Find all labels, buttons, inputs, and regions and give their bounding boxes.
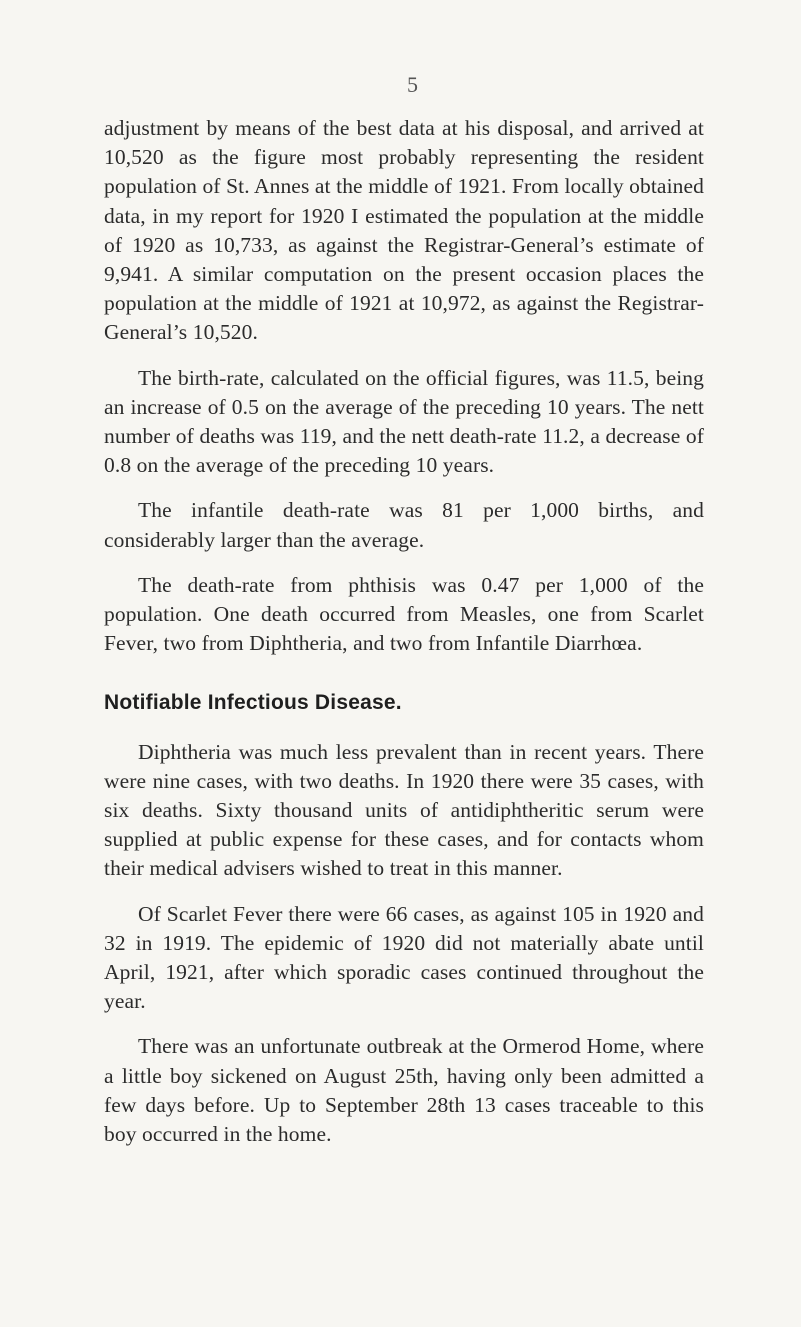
paragraph-infantile-death-rate: The infantile death-rate was 81 per 1,000 births, and considerably larger than the average. bbox=[104, 498, 704, 552]
paragraph-population-estimate: adjustment by means of the best data at his disposal, and arrived at 10,520 as the figure most probably representing the resident population of St. Annes at the middle of 1921. From locally obtained data, in my report for 1920 I estimated the population at the middle of 1920 as 10,733, as against the Registrar-General’s estimate of 9,941. A similar computation on the present occasion places the population at the middle of 1921 at 10,972, as against the Registrar-General’s 10,520. bbox=[104, 116, 704, 345]
paragraph-ormerod-home: There was an unfortunate outbreak at the Ormerod Home, where a little boy sickened on August 25th, having only been admitted a few days before. Up to September 28th 13 cases traceable to this boy occurred in the home. bbox=[104, 1034, 704, 1147]
page-number: 5 bbox=[407, 72, 418, 97]
paragraph-birth-rate: The birth-rate, calculated on the official figures, was 11.5, being an increase of 0.5 on the average of the preceding 10 years. The nett number of deaths was 119, and the nett death-rate 11.2, a decrease of 0.8 on the average of the preceding 10 years. bbox=[104, 365, 704, 478]
section-heading: Notifiable Infectious Disease. bbox=[104, 691, 402, 715]
paragraph-phthisis: The death-rate from phthisis was 0.47 per 1,000 of the population. One death occurred from Measles, one from Scarlet Fever, two from Diphtheria, and two from Infantile Diarrhœa. bbox=[104, 572, 704, 656]
paragraph-diphtheria: Diphtheria was much less prevalent than in recent years. There were nine cases, with two deaths. In 1920 there were 35 cases, with six deaths. Sixty thousand units of antidiphtheritic serum were supplied at public expense for these cases, and for contacts whom their medical advisers wished to treat in this manner. bbox=[104, 739, 704, 881]
paragraph-scarlet-fever: Of Scarlet Fever there were 66 cases, as against 105 in 1920 and 32 in 1919. The epidemic of 1920 did not materially abate until April, 1921, after which sporadic cases continued throughout the year. bbox=[104, 901, 704, 1014]
body-text bbox=[104, 114, 704, 1165]
